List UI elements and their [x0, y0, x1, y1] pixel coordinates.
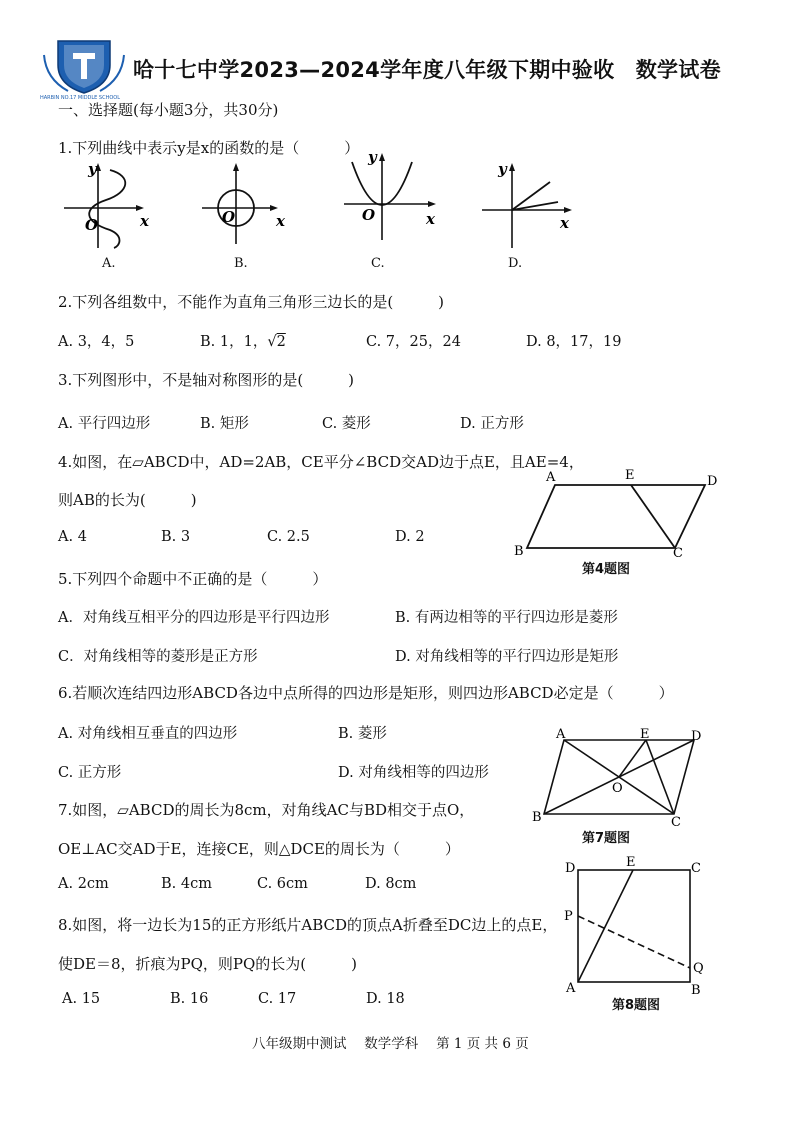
q7-caption: 第7题图 [582, 831, 631, 846]
question-3-stem: 3.下列图形中，不是轴对称图形的是( ) [58, 371, 355, 389]
q8-pt-e: E [626, 855, 636, 870]
q8-pt-a: A [566, 981, 576, 996]
q4-option-d: D. 2 [395, 529, 425, 545]
sqrt-radicand: 2 [276, 334, 286, 350]
q4-caption: 第4题图 [582, 562, 631, 577]
q3-option-d: D. 正方形 [460, 416, 524, 432]
question-7-stem-2: OE⊥AC交AD于E，连接CE，则△DCE的周长为（ ） [58, 840, 460, 858]
q1c-x: x [426, 210, 435, 228]
q8-figure [560, 852, 720, 997]
question-2-stem: 2.下列各组数中，不能作为直角三角形三边长的是( ) [58, 293, 445, 311]
q1d-x: x [560, 214, 569, 232]
q8-pt-d: D [565, 861, 576, 876]
q8-pt-c: C [691, 861, 701, 876]
q1-graph-b [198, 160, 298, 250]
section-title: 一、选择题(每小题3分，共30分) [58, 101, 279, 119]
q4-pt-a: A [546, 470, 556, 485]
q1-label-b: B. [234, 256, 248, 271]
q5-option-a: A．对角线互相平分的四边形是平行四边形 [58, 610, 330, 626]
q7-figure [528, 722, 718, 830]
q5-option-d: D. 对角线相等的平行四边形是矩形 [395, 649, 619, 665]
q2-option-d: D. 8，17，19 [526, 334, 622, 350]
q6-option-b: B. 菱形 [338, 726, 387, 742]
page-title: 哈十七中学2023—2024学年度八年级下期中验收 数学试卷 [133, 58, 721, 82]
school-logo [40, 35, 128, 95]
q7-pt-o: O [612, 781, 623, 796]
page-footer: 八年级期中测试 数学学科 第 1 页 共 6 页 [252, 1036, 529, 1052]
q1-graph-a [58, 160, 158, 250]
q7-option-a: A. 2cm [58, 876, 109, 892]
q1-label-d: D. [508, 256, 523, 271]
q1-graph-c [338, 148, 448, 248]
q8-option-c: C. 17 [258, 991, 297, 1007]
q7-option-c: C. 6cm [257, 876, 308, 892]
q7-pt-e: E [640, 727, 650, 742]
logo-caption: HARBIN NO.17 MIDDLE SCHOOL [40, 95, 121, 101]
q1-label-a: A. [102, 256, 116, 271]
question-1-stem: 1.下列曲线中表示y是x的函数的是（ ） [58, 139, 360, 157]
q2-option-b [200, 330, 286, 351]
question-4-stem-2: 则AB的长为( ) [58, 491, 197, 509]
q8-pt-p: P [564, 909, 573, 924]
q8-option-b: B. 16 [170, 991, 209, 1007]
q7-pt-a: A [556, 727, 566, 742]
question-7-stem-1: 7.如图，▱ABCD的周长为8cm，对角线AC与BD相交于点O， [58, 801, 475, 819]
q7-pt-b: B [532, 810, 542, 825]
q7-option-b: B. 4cm [161, 876, 212, 892]
q4-pt-b: B [514, 544, 524, 559]
question-4-stem-1: 4.如图，在▱ABCD中，AD=2AB，CE平分∠BCD交AD边于点E，且AE=4， [58, 453, 584, 471]
q2-option-a: A. 3，4，5 [58, 334, 135, 350]
q6-option-d: D. 对角线相等的四边形 [338, 765, 489, 781]
q3-option-a: A. 平行四边形 [58, 416, 151, 432]
q1b-o: O [222, 208, 236, 226]
q3-option-b: B. 矩形 [200, 416, 249, 432]
q1a-y: y [88, 160, 97, 178]
q4-option-b: B. 3 [161, 529, 191, 545]
q7-option-d: D. 8cm [365, 876, 417, 892]
q4-pt-e: E [625, 468, 635, 483]
q1-graph-d [476, 160, 586, 250]
q3-option-c: C. 菱形 [322, 416, 371, 432]
q7-pt-d: D [691, 729, 702, 744]
q2-option-c: C. 7，25，24 [366, 334, 461, 350]
q4-option-a: A. 4 [58, 529, 87, 545]
q8-caption: 第8题图 [612, 998, 661, 1013]
q2-option-b-text: B. 1，1， [200, 334, 268, 350]
q5-option-b: B. 有两边相等的平行四边形是菱形 [395, 610, 618, 626]
q7-pt-c: C [671, 815, 681, 830]
q1a-x: x [140, 212, 149, 230]
q1d-y: y [498, 160, 507, 178]
question-8-stem-2: 使DE＝8，折痕为PQ，则PQ的长为( ) [58, 955, 358, 973]
q1b-x: x [276, 212, 285, 230]
q1a-o: O [85, 216, 99, 234]
q4-option-c: C. 2.5 [267, 529, 310, 545]
q6-option-a: A. 对角线相互垂直的四边形 [58, 726, 238, 742]
q4-pt-c: C [673, 546, 683, 561]
q1c-o: O [362, 206, 376, 224]
q4-pt-d: D [707, 474, 718, 489]
q8-option-d: D. 18 [366, 991, 405, 1007]
question-5-stem: 5.下列四个命题中不正确的是（ ） [58, 570, 328, 588]
question-6-stem: 6.若顺次连结四边形ABCD各边中点所得的四边形是矩形，则四边形ABCD必定是（ ） [58, 684, 674, 702]
q8-pt-b: B [691, 983, 701, 998]
q8-option-a: A. 15 [62, 991, 101, 1007]
q1-label-c: C. [371, 256, 385, 271]
question-8-stem-1: 8.如图，将一边长为15的正方形纸片ABCD的顶点A折叠至DC边上的点E， [58, 916, 558, 934]
q6-option-c: C. 正方形 [58, 765, 122, 781]
q8-pt-q: Q [693, 961, 704, 976]
q5-option-c: C．对角线相等的菱形是正方形 [58, 649, 258, 665]
sqrt-sign: √ [267, 334, 277, 350]
q1c-y: y [368, 148, 377, 166]
